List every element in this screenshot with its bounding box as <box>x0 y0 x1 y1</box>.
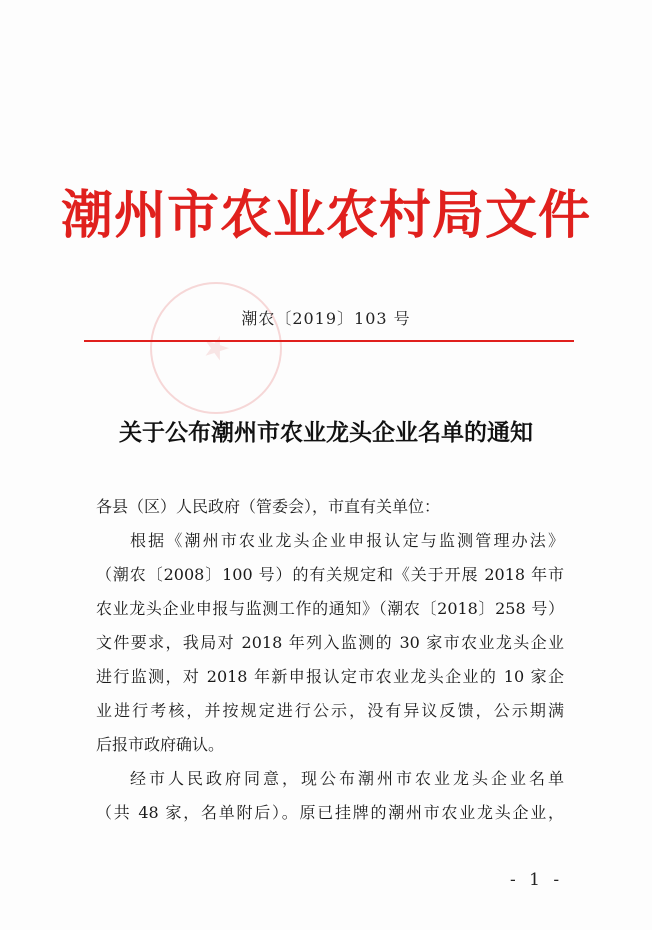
paragraph-line: 后报市政府确认。 <box>96 735 225 754</box>
official-seal-stamp <box>150 282 282 414</box>
paragraph-line: 文件要求，我局对 2018 年列入监测的 30 家市农业龙头企业 <box>96 633 564 652</box>
paragraph-line: 经市人民政府同意，现公布潮州市农业龙头企业名单 <box>130 769 564 788</box>
salutation <box>96 490 564 524</box>
paragraph-line: 根据《潮州市农业龙头企业申报认定与监测管理办法》 <box>130 531 564 550</box>
page-number: - 1 - <box>510 870 564 890</box>
notice-title: 关于公布潮州市农业龙头企业名单的通知 <box>119 419 533 446</box>
paragraph-line: （共 48 家，名单附后）。原已挂牌的潮州市农业龙头企业， <box>96 803 564 822</box>
paragraph-2 <box>96 762 564 830</box>
paragraph-line: 进行监测，对 2018 年新申报认定市农业龙头企业的 10 家企 <box>96 667 564 686</box>
paragraph-1 <box>96 524 564 762</box>
letterhead-title: 潮州市农业农村局文件 <box>60 186 591 246</box>
paragraph-line: 业进行考核，并按规定进行公示，没有异议反馈，公示期满 <box>96 701 564 720</box>
document-number: 潮农〔2019〕103 号 <box>241 309 411 328</box>
letterhead-red-divider <box>84 340 574 342</box>
paragraph-line: 农业龙头企业申报与监测工作的通知》（潮农〔2018〕258 号） <box>96 599 564 618</box>
paragraph-line: （潮农〔2008〕100 号）的有关规定和《关于开展 2018 年市 <box>96 565 564 584</box>
salutation-line: 各县（区）人民政府（管委会），市直有关单位： <box>96 497 441 516</box>
